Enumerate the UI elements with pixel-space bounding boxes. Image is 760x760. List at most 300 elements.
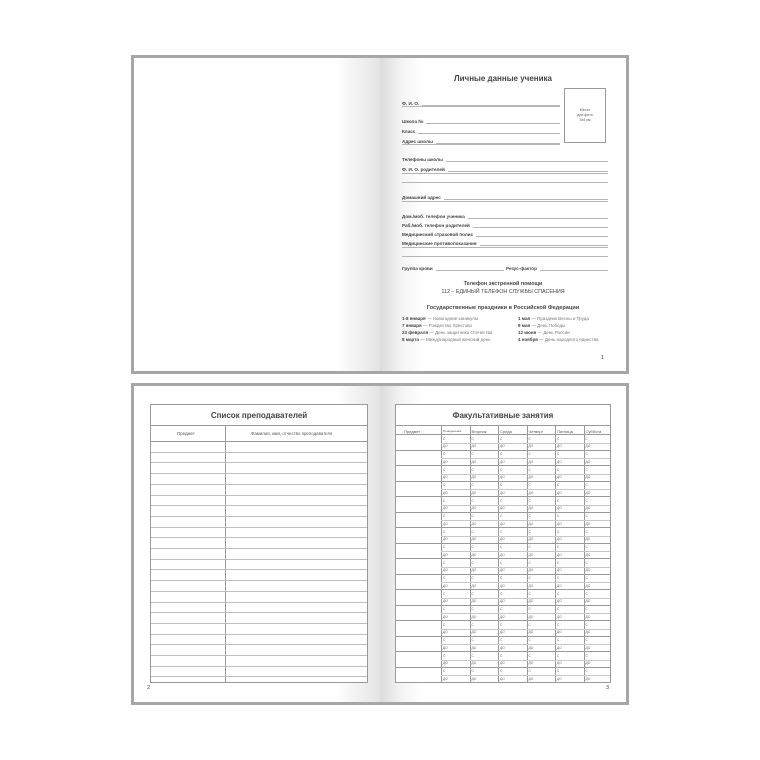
- field-line[interactable]: [448, 167, 608, 172]
- time-to-label: ДО: [500, 661, 505, 666]
- column-header-day: Суббота: [585, 428, 602, 434]
- time-to-label: ДО: [471, 490, 477, 495]
- time-to-label: ДО: [443, 521, 448, 526]
- time-to-label: ДО: [585, 645, 591, 650]
- time-to-label: ДО: [585, 552, 591, 557]
- field-label: Раб./моб. телефон родителей: [402, 223, 470, 228]
- time-from-label: С: [471, 638, 474, 642]
- field-label: Класс: [402, 129, 416, 134]
- time-from-label: С: [528, 514, 531, 518]
- time-to-label: ДО: [500, 568, 505, 573]
- page-number: 3: [605, 685, 609, 691]
- holiday-date: 12 июня: [518, 330, 537, 335]
- time-to-label: ДО: [528, 614, 534, 619]
- blank-line[interactable]: [402, 256, 608, 257]
- time-to-label: ДО: [557, 521, 562, 526]
- time-to-label: ДО: [471, 583, 477, 588]
- time-to-label: ДО: [443, 506, 448, 511]
- time-from-label: С: [528, 653, 531, 658]
- table-row[interactable]: [151, 623, 367, 624]
- time-from-label: С: [500, 467, 503, 472]
- table-row[interactable]: [396, 589, 610, 590]
- table-row[interactable]: [151, 473, 367, 474]
- time-to-label: ДО: [500, 676, 505, 681]
- table-row[interactable]: [396, 450, 610, 451]
- form-field: [402, 238, 608, 246]
- time-to-label: ДО: [471, 459, 477, 464]
- time-to-label: ДО: [585, 676, 591, 681]
- time-from-label: С: [557, 436, 560, 441]
- time-from-label: С: [557, 545, 560, 549]
- field-line[interactable]: [436, 266, 504, 271]
- time-to-label: ДО: [557, 568, 562, 573]
- table-row[interactable]: [396, 543, 610, 544]
- table-row[interactable]: [396, 527, 610, 528]
- time-to-label: ДО: [557, 661, 562, 666]
- time-from-label: С: [557, 669, 560, 673]
- time-to-label: ДО: [557, 630, 562, 635]
- column-header-day: Вторник: [471, 428, 487, 434]
- photo-size: 3х4 см: [579, 117, 591, 122]
- time-from-label: С: [528, 483, 531, 487]
- table-row[interactable]: [396, 667, 610, 668]
- table-row[interactable]: [151, 602, 367, 603]
- form-field: [402, 98, 560, 106]
- table-row[interactable]: [396, 465, 610, 466]
- time-from-label: С: [557, 514, 560, 518]
- time-from-label: С: [443, 653, 446, 658]
- time-to-label: ДО: [557, 475, 562, 480]
- time-to-label: ДО: [528, 475, 534, 480]
- time-from-label: С: [585, 591, 588, 596]
- time-from-label: С: [471, 653, 474, 658]
- time-from-label: С: [443, 560, 446, 565]
- field-label: Медицинский страховой полис: [402, 232, 474, 237]
- table-row[interactable]: [151, 569, 367, 570]
- time-from-label: С: [557, 622, 560, 627]
- time-from-label: С: [471, 452, 474, 456]
- table-row[interactable]: [396, 496, 610, 497]
- photo-placeholder: [564, 88, 606, 143]
- time-from-label: С: [443, 498, 446, 503]
- table-row[interactable]: [151, 452, 367, 453]
- time-from-label: С: [500, 560, 503, 565]
- table-row[interactable]: [151, 495, 367, 496]
- time-from-label: С: [443, 576, 446, 580]
- blank-line[interactable]: [402, 201, 608, 202]
- holiday-date: 23 февраля: [402, 330, 429, 335]
- table-row[interactable]: [396, 636, 610, 637]
- time-to-label: ДО: [500, 552, 505, 557]
- time-to-label: ДО: [528, 583, 534, 588]
- time-from-label: С: [500, 529, 503, 534]
- time-to-label: ДО: [557, 614, 562, 619]
- time-to-label: ДО: [557, 459, 562, 464]
- time-from-label: С: [443, 669, 446, 673]
- time-from-label: С: [585, 560, 588, 565]
- field-line[interactable]: [426, 119, 560, 124]
- column-header-teacher: Фамилия, имя, отчество преподавателя: [251, 431, 333, 436]
- holiday-description: — День Победы: [531, 323, 566, 328]
- table-row[interactable]: [151, 655, 367, 656]
- table-row[interactable]: [396, 558, 610, 559]
- page-title: Список преподавателей: [210, 411, 308, 420]
- time-from-label: С: [585, 576, 588, 580]
- holiday-item: [402, 316, 478, 321]
- electives-table: [395, 404, 611, 683]
- table-row[interactable]: [151, 527, 367, 528]
- holiday-description: — Рождество Христово: [422, 323, 473, 328]
- time-from-label: С: [443, 529, 446, 534]
- time-to-label: ДО: [443, 583, 448, 588]
- page-number: 2: [147, 685, 151, 691]
- time-from-label: С: [471, 467, 474, 472]
- table-row[interactable]: [151, 634, 367, 635]
- form-field: [402, 136, 560, 144]
- time-from-label: С: [557, 452, 560, 456]
- table-row[interactable]: [151, 666, 367, 667]
- time-from-label: С: [528, 638, 531, 642]
- time-from-label: С: [585, 622, 588, 627]
- time-to-label: ДО: [471, 552, 477, 557]
- time-from-label: С: [471, 591, 474, 596]
- time-to-label: ДО: [443, 645, 448, 650]
- time-from-label: С: [471, 576, 474, 580]
- form-field: [402, 116, 560, 124]
- time-from-label: С: [585, 483, 588, 487]
- time-from-label: С: [528, 669, 531, 673]
- time-to-label: ДО: [471, 506, 477, 511]
- form-field: [506, 263, 608, 271]
- time-from-label: С: [471, 545, 474, 549]
- time-to-label: ДО: [471, 645, 477, 650]
- time-to-label: ДО: [443, 475, 448, 480]
- time-to-label: ДО: [557, 583, 562, 588]
- time-to-label: ДО: [500, 583, 505, 588]
- time-from-label: С: [585, 467, 588, 472]
- page-title: Факультативные занятия: [452, 411, 554, 420]
- table-row[interactable]: [151, 676, 367, 677]
- table-header: [151, 425, 367, 442]
- time-from-label: С: [500, 498, 503, 503]
- holiday-description: — День защитника Отечества: [429, 330, 493, 335]
- time-to-label: ДО: [500, 645, 505, 650]
- time-from-label: С: [585, 669, 588, 673]
- holiday-description: — Праздник Весны и Труда: [531, 316, 589, 321]
- time-from-label: С: [443, 545, 446, 549]
- holiday-description: — Международный женский день: [420, 337, 491, 342]
- time-from-label: С: [471, 514, 474, 518]
- time-from-label: С: [557, 529, 560, 534]
- time-to-label: ДО: [443, 490, 448, 495]
- table-row[interactable]: [151, 580, 367, 581]
- time-from-label: С: [471, 436, 474, 441]
- time-from-label: С: [471, 622, 474, 627]
- time-from-label: С: [585, 653, 588, 658]
- time-from-label: С: [528, 607, 531, 611]
- field-label: Ф. И. О. родителей: [402, 167, 445, 172]
- holiday-item: [518, 316, 589, 321]
- time-to-label: ДО: [443, 676, 448, 681]
- time-to-label: ДО: [528, 506, 534, 511]
- time-to-label: ДО: [528, 661, 534, 666]
- time-from-label: С: [443, 514, 446, 518]
- time-from-label: С: [443, 436, 446, 441]
- form-field: [402, 229, 608, 237]
- inside-cover-page: [134, 58, 380, 371]
- time-to-label: ДО: [528, 459, 534, 464]
- time-to-label: ДО: [557, 552, 562, 557]
- time-from-label: С: [585, 514, 588, 518]
- time-to-label: ДО: [500, 506, 505, 511]
- table-row[interactable]: [151, 644, 367, 645]
- field-label: Медицинские противопоказания: [402, 241, 477, 246]
- time-to-label: ДО: [585, 630, 591, 635]
- time-from-label: С: [557, 576, 560, 580]
- holiday-item: [402, 330, 492, 335]
- holiday-item: [518, 330, 570, 335]
- column-header-day: Четверг: [528, 428, 544, 434]
- time-from-label: С: [585, 498, 588, 503]
- time-to-label: ДО: [443, 599, 448, 604]
- table-row[interactable]: [151, 537, 367, 538]
- form-field: [402, 263, 504, 271]
- time-from-label: С: [500, 622, 503, 627]
- time-to-label: ДО: [500, 537, 505, 542]
- field-label: Домашний адрес: [402, 195, 441, 200]
- time-to-label: ДО: [557, 599, 562, 604]
- time-from-label: С: [557, 591, 560, 596]
- form-field: [402, 164, 608, 172]
- column-header-subject: Предмет: [177, 431, 195, 436]
- time-to-label: ДО: [585, 568, 591, 573]
- time-to-label: ДО: [585, 506, 591, 511]
- field-line[interactable]: [476, 232, 608, 237]
- holiday-item: [402, 323, 472, 328]
- table-row[interactable]: [151, 516, 367, 517]
- column-header-subject: Предмет: [404, 428, 421, 434]
- time-to-label: ДО: [585, 537, 591, 542]
- time-to-label: ДО: [471, 537, 477, 542]
- time-from-label: С: [500, 436, 503, 441]
- time-from-label: С: [557, 483, 560, 487]
- time-from-label: С: [443, 483, 446, 487]
- time-to-label: ДО: [471, 475, 477, 480]
- field-line[interactable]: [540, 266, 608, 271]
- time-from-label: С: [443, 467, 446, 472]
- time-from-label: С: [528, 545, 531, 549]
- holiday-date: 4 ноября: [518, 337, 538, 342]
- table-row[interactable]: [396, 512, 610, 513]
- table-row[interactable]: [151, 591, 367, 592]
- blank-line[interactable]: [402, 173, 608, 174]
- column-header-day: Среда: [500, 428, 512, 434]
- time-from-label: С: [557, 498, 560, 503]
- time-to-label: ДО: [500, 444, 505, 449]
- time-to-label: ДО: [585, 459, 591, 464]
- table-header: [396, 425, 610, 435]
- holiday-description: — День России: [537, 330, 570, 335]
- time-to-label: ДО: [585, 444, 591, 449]
- table-row[interactable]: [151, 462, 367, 463]
- time-to-label: ДО: [471, 444, 477, 449]
- time-to-label: ДО: [471, 599, 477, 604]
- time-from-label: С: [528, 576, 531, 580]
- photo-label: Место: [579, 108, 591, 113]
- time-to-label: ДО: [557, 676, 562, 681]
- time-from-label: С: [500, 576, 503, 580]
- holiday-date: 9 мая: [518, 323, 531, 328]
- time-to-label: ДО: [443, 444, 448, 449]
- table-row[interactable]: [151, 484, 367, 485]
- holiday-item: [518, 337, 599, 342]
- form-field: [402, 126, 560, 134]
- time-to-label: ДО: [471, 568, 477, 573]
- time-to-label: ДО: [585, 583, 591, 588]
- time-to-label: ДО: [528, 521, 534, 526]
- table-row[interactable]: [396, 605, 610, 606]
- time-from-label: С: [500, 452, 503, 456]
- time-to-label: ДО: [528, 490, 534, 495]
- time-from-label: С: [557, 653, 560, 658]
- time-to-label: ДО: [557, 490, 562, 495]
- field-line[interactable]: [446, 157, 608, 162]
- time-to-label: ДО: [443, 552, 448, 557]
- time-to-label: ДО: [471, 614, 477, 619]
- time-from-label: С: [443, 638, 446, 642]
- time-from-label: С: [500, 483, 503, 487]
- time-to-label: ДО: [443, 630, 448, 635]
- blank-line[interactable]: [402, 106, 560, 107]
- time-from-label: С: [585, 638, 588, 642]
- time-to-label: ДО: [443, 459, 448, 464]
- table-row[interactable]: [396, 481, 610, 482]
- time-from-label: С: [443, 622, 446, 627]
- time-to-label: ДО: [528, 552, 534, 557]
- time-from-label: С: [471, 483, 474, 487]
- holiday-description: — День народного единства: [539, 337, 599, 342]
- time-to-label: ДО: [443, 537, 448, 542]
- page-teachers: [134, 386, 380, 702]
- field-line[interactable]: [444, 195, 608, 200]
- time-to-label: ДО: [585, 521, 591, 526]
- time-from-label: С: [557, 560, 560, 565]
- holiday-date: 7 января: [402, 323, 422, 328]
- time-to-label: ДО: [443, 568, 448, 573]
- time-from-label: С: [585, 607, 588, 611]
- time-from-label: С: [528, 452, 531, 456]
- time-to-label: ДО: [500, 599, 505, 604]
- time-to-label: ДО: [471, 676, 477, 681]
- table-row[interactable]: [396, 574, 610, 575]
- time-to-label: ДО: [471, 661, 477, 666]
- time-from-label: С: [528, 622, 531, 627]
- table-row[interactable]: [151, 505, 367, 506]
- holidays-title: Государственные праздники в Российской Федерации: [426, 305, 580, 311]
- time-to-label: ДО: [471, 630, 477, 635]
- time-to-label: ДО: [557, 645, 562, 650]
- time-from-label: С: [528, 436, 531, 441]
- field-line[interactable]: [473, 223, 608, 228]
- time-from-label: С: [528, 529, 531, 534]
- time-from-label: С: [500, 653, 503, 658]
- time-from-label: С: [528, 560, 531, 565]
- field-label: Группа крови: [402, 266, 433, 271]
- time-from-label: С: [500, 638, 503, 642]
- time-to-label: ДО: [500, 490, 505, 495]
- blank-line[interactable]: [402, 144, 560, 145]
- time-to-label: ДО: [528, 630, 534, 635]
- table-row[interactable]: [396, 682, 610, 683]
- field-line[interactable]: [418, 129, 560, 134]
- time-to-label: ДО: [500, 630, 505, 635]
- teachers-table: [150, 404, 368, 683]
- time-to-label: ДО: [585, 490, 591, 495]
- holiday-description: — Новогодние каникулы: [426, 316, 479, 321]
- time-to-label: ДО: [585, 614, 591, 619]
- time-to-label: ДО: [471, 521, 477, 526]
- form-field: [402, 220, 608, 228]
- time-from-label: С: [500, 591, 503, 596]
- time-from-label: С: [528, 591, 531, 596]
- blank-line[interactable]: [402, 247, 608, 248]
- time-from-label: С: [528, 467, 531, 472]
- table-row[interactable]: [151, 548, 367, 549]
- time-to-label: ДО: [585, 475, 591, 480]
- time-to-label: ДО: [500, 521, 505, 526]
- page-personal-data: [380, 58, 626, 371]
- time-from-label: С: [585, 452, 588, 456]
- form-field: [402, 192, 608, 200]
- time-from-label: С: [500, 545, 503, 549]
- time-from-label: С: [528, 498, 531, 503]
- time-from-label: С: [585, 529, 588, 534]
- time-to-label: ДО: [443, 614, 448, 619]
- time-to-label: ДО: [528, 676, 534, 681]
- field-label: Дом./моб. телефон ученика: [402, 214, 465, 219]
- time-from-label: С: [500, 669, 503, 673]
- form-field: [402, 211, 608, 219]
- time-to-label: ДО: [528, 645, 534, 650]
- time-from-label: С: [471, 607, 474, 611]
- holiday-item: [402, 337, 491, 342]
- time-from-label: С: [443, 452, 446, 456]
- field-line[interactable]: [480, 241, 608, 246]
- table-row[interactable]: [151, 612, 367, 613]
- time-to-label: ДО: [528, 599, 534, 604]
- time-to-label: ДО: [557, 537, 562, 542]
- page-title: Личные данные ученика: [454, 74, 552, 83]
- time-from-label: С: [585, 436, 588, 441]
- holiday-date: 1 мая: [518, 316, 531, 321]
- blank-line[interactable]: [402, 182, 608, 183]
- table-row[interactable]: [396, 651, 610, 652]
- page-electives: [380, 386, 626, 702]
- table-row[interactable]: [396, 620, 610, 621]
- time-from-label: С: [557, 607, 560, 611]
- field-label: Резус-фактор: [506, 266, 537, 271]
- time-from-label: С: [471, 560, 474, 565]
- time-to-label: ДО: [443, 661, 448, 666]
- table-row[interactable]: [151, 559, 367, 560]
- field-label: Ф. И. О.: [402, 101, 420, 106]
- time-to-label: ДО: [585, 599, 591, 604]
- column-header-day: Пятница: [557, 428, 573, 434]
- field-line[interactable]: [468, 214, 608, 219]
- holiday-date: 8 марта: [402, 337, 419, 342]
- field-label: Школа №: [402, 119, 424, 124]
- time-from-label: С: [443, 607, 446, 611]
